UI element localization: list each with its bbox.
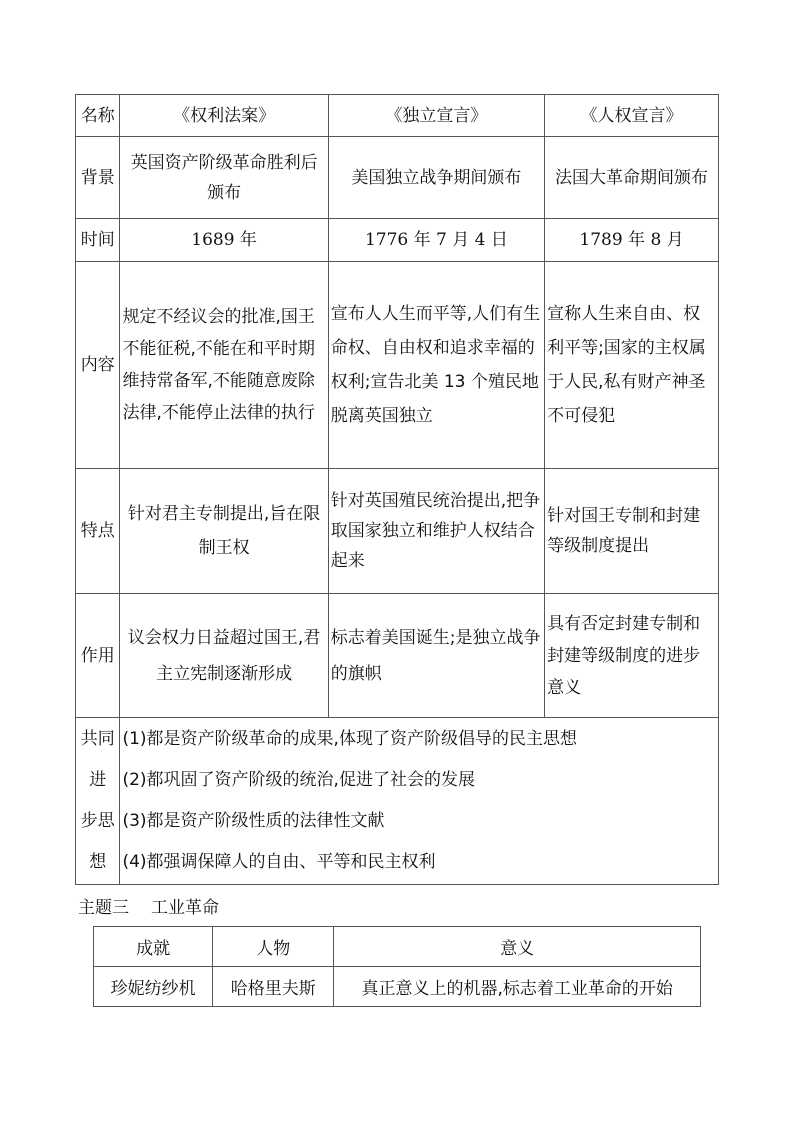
cell-content-rights: 宣称人生来自由、权利平等;国家的主权属于人民,私有财产神圣不可侵犯 <box>545 262 719 469</box>
table-header-row <box>76 95 719 137</box>
cell-effect-independence: 标志着美国诞生;是独立战争的旗帜 <box>328 594 544 718</box>
cell-time-rights: 1789 年 8 月 <box>545 219 719 262</box>
row-label-time: 时间 <box>76 219 120 262</box>
summary-item: (1)都是资产阶级革命的成果,体现了资产阶级倡导的民主思想 <box>122 729 577 749</box>
section-heading <box>78 895 241 921</box>
summary-item: (2)都巩固了资产阶级的统治,促进了社会的发展 <box>122 770 475 790</box>
row-label-feature: 特点 <box>76 469 120 594</box>
summary-row <box>76 718 719 885</box>
header-person: 人物 <box>213 927 334 967</box>
row-label-effect: 作用 <box>76 594 120 718</box>
summary-item: (4)都强调保障人的自由、平等和民主权利 <box>122 852 436 872</box>
cell-feature-independence: 针对英国殖民统治提出,把争取国家独立和维护人权结合起来 <box>328 469 544 594</box>
row-label-content: 内容 <box>76 262 120 469</box>
table-header-row <box>94 927 701 967</box>
comparison-table <box>75 94 719 885</box>
cell-background-bill: 英国资产阶级革命胜利后颁布 <box>120 137 328 219</box>
summary-items <box>120 718 719 885</box>
table-row <box>76 469 719 594</box>
cell-background-rights: 法国大革命期间颁布 <box>545 137 719 219</box>
table-row <box>76 219 719 262</box>
cell-achievement: 珍妮纺纱机 <box>94 967 213 1007</box>
table-row <box>76 137 719 219</box>
table-row <box>76 262 719 469</box>
summary-label-line: 想 <box>89 852 107 872</box>
cell-significance: 真正意义上的机器,标志着工业革命的开始 <box>334 967 701 1007</box>
cell-feature-bill: 针对君主专制提出,旨在限制王权 <box>120 469 328 594</box>
row-label-background: 背景 <box>76 137 120 219</box>
cell-time-bill: 1689 年 <box>120 219 328 262</box>
cell-effect-bill: 议会权力日益超过国王,君主立宪制逐渐形成 <box>120 594 328 718</box>
summary-label-line: 共同 <box>80 729 115 749</box>
header-declaration-of-independence: 《独立宣言》 <box>328 95 544 137</box>
industrial-revolution-table <box>93 926 701 1007</box>
table-row <box>76 594 719 718</box>
cell-content-bill: 规定不经议会的批准,国王不能征税,不能在和平时期维持常备军,不能随意废除法律,不能停止法律的执行 <box>120 262 328 469</box>
header-achievement: 成就 <box>94 927 213 967</box>
header-declaration-of-rights-of-man: 《人权宣言》 <box>545 95 719 137</box>
cell-feature-rights: 针对国王专制和封建等级制度提出 <box>545 469 719 594</box>
cell-background-independence: 美国独立战争期间颁布 <box>328 137 544 219</box>
summary-label-line: 进 <box>89 770 107 790</box>
row-label-common-ideas <box>76 718 120 885</box>
table-row <box>94 967 701 1007</box>
section-number: 主题三 <box>78 898 129 918</box>
cell-effect-rights: 具有否定封建专制和封建等级制度的进步意义 <box>545 594 719 718</box>
summary-label-line: 步思 <box>80 811 115 831</box>
cell-person: 哈格里夫斯 <box>213 967 334 1007</box>
section-title: 工业革命 <box>151 898 219 918</box>
cell-content-independence: 宣布人人生而平等,人们有生命权、自由权和追求幸福的权利;宣告北美 13 个殖民地脱离英国独立 <box>328 262 544 469</box>
cell-time-independence: 1776 年 7 月 4 日 <box>328 219 544 262</box>
header-significance: 意义 <box>334 927 701 967</box>
summary-item: (3)都是资产阶级性质的法律性文献 <box>122 811 385 831</box>
header-bill-of-rights: 《权利法案》 <box>120 95 328 137</box>
header-name: 名称 <box>76 95 120 137</box>
